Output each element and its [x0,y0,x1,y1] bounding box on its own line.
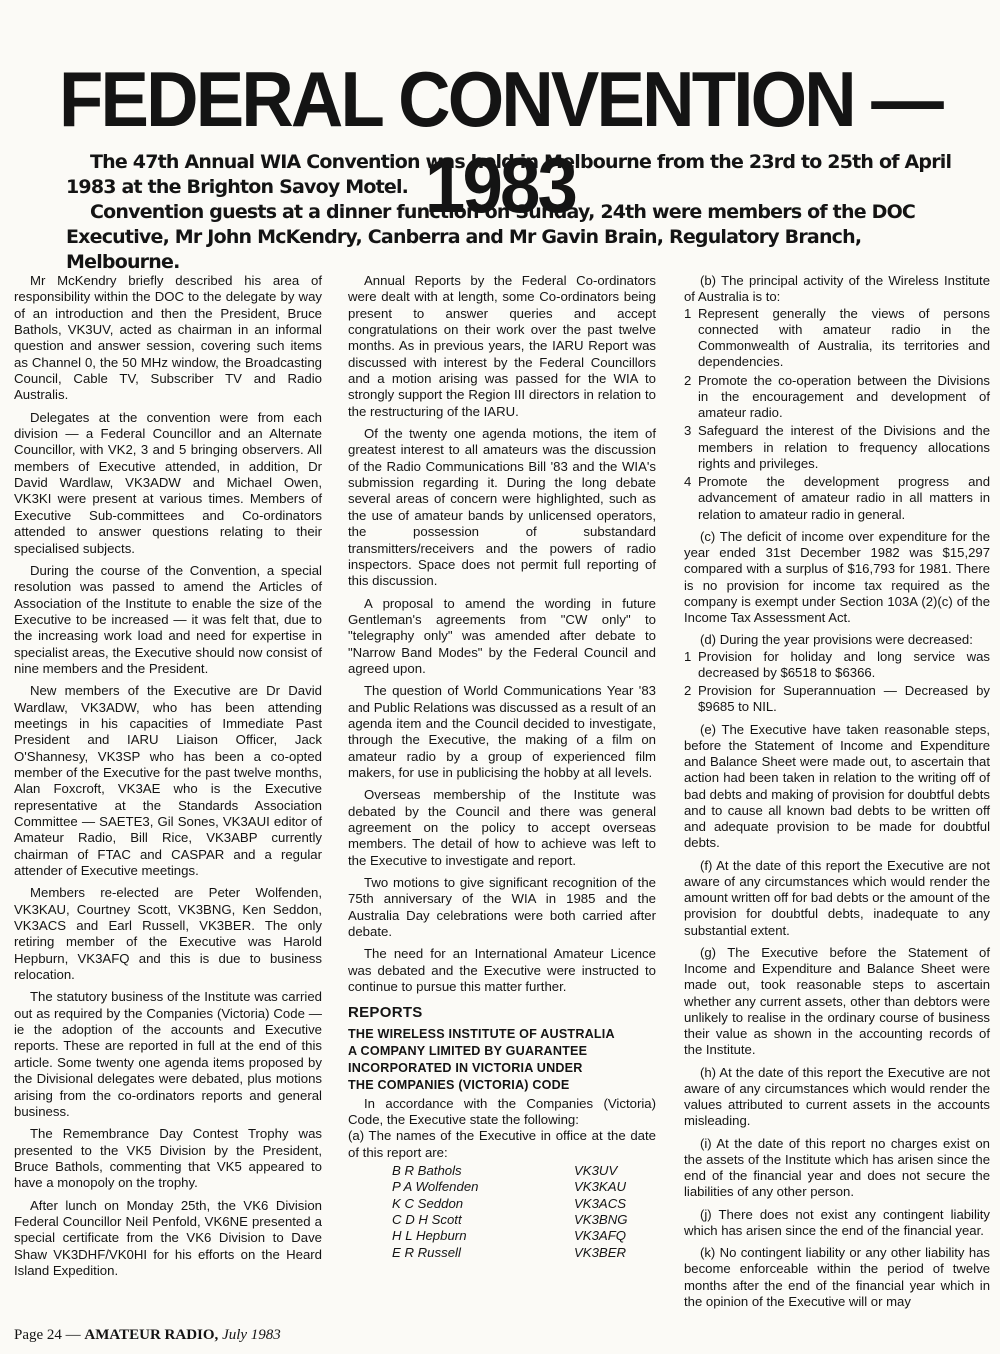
executive-callsign: VK3ACS [574,1195,627,1211]
item-text: Promote the co-operation between the Divisions in the encouragement and development of amateur radio. [698,372,990,420]
executive-name: E R Russell [392,1244,461,1260]
item-number: 2 [684,683,692,698]
report-item-e: (e) The Executive have taken reasonable steps, before the Statement of Income and Expenditure and Balance Sheet were made out, to ascertain that action had been taken in relation to the writing off of bad debts and making of provision for doubtful debts and to cause all known bad debts to be written off and adequate provision to be made for doubtful debts. [684,721,990,851]
column-left [14,273,322,1285]
body-paragraph: Annual Reports by the Federal Co-ordinators were dealt with at length, some Co-ordinators being present to answer queries and accept congratulations on their work over the past twelve months. As in previous years, the IARU Report was discussed with interest by the Federal Councillors and a motion arising was passed for the WIA to strongly support the Region III directors in relation to the restructuring of the IARU. [348,273,656,419]
issue-date: July 1983 [222,1327,281,1343]
executive-callsign: VK3UV [574,1163,618,1179]
executive-name: B R Bathols [392,1163,462,1179]
page-number: Page 24 — [14,1327,81,1343]
body-paragraph: Mr McKendry briefly described his area of responsibility within the DOC to the delegate by way of an introduction and then the President, Bruce Bathols, VK3UV, acted as chairman in an informal question and answer session, covering such items as Channel 0, the 50 MHz window, the Broadcasting Council, Cable TV, Subscriber TV and Radio Australis. [14,273,322,403]
magazine-name: AMATEUR RADIO, [84,1327,219,1343]
executive-row [348,1163,656,1179]
report-item-g: (g) The Executive before the Statement of Income and Expenditure and Balance Sheet were made out, took reasonable steps to ascertain whether any current assets, other than debtors were unlikely to realise in the ordinary course of business their value as shown in the accounting records of the Institute. [684,944,990,1058]
body-paragraph: Delegates at the convention were from each division — a Federal Councillor and an Alternate Councillor, with VK2, 3 and 5 bringing observers. All members of Executive attended, in addition, Dr David Wardlaw, VK3ADW and Michael Owen, VK3KI were present at various times. Members of Executive Sub-committees and Co-ordinators attended to answer questions relating to their specialised subjects. [14,409,322,556]
numbered-item [684,474,990,523]
column-right [684,273,990,1316]
executive-name: C D H Scott [392,1212,462,1228]
body-paragraph: The need for an International Amateur Licence was debated and the Executive were instructed to continue to pursue this matter further. [348,946,656,995]
body-paragraph: Members re-elected are Peter Wolfenden, VK3KAU, Courtney Scott, VK3BNG, Ken Seddon, VK3ACS and Earl Russell, VK3BER. The only retiring member of the Executive was Harold Hepburn, VK3AFQ and this is due to business relocation. [14,885,322,983]
report-item-d: (d) During the year provisions were decreased: [700,632,973,648]
executive-callsign: VK3BER [574,1244,627,1260]
executive-callsign: VK3KAU [574,1179,627,1195]
page-footer [14,1327,281,1344]
body-paragraph: Two motions to give significant recognition of the 75th anniversary of the WIA in 1985 and the Australia Day celebrations were both carried after debate. [348,875,656,940]
reports-company-line: A COMPANY LIMITED BY GUARANTEE [348,1043,588,1058]
report-item-h: (h) At the date of this report the Executive are not aware of any circumstances which would render the values attributed to current assets in the accounts misleading. [684,1064,990,1129]
executive-row [348,1196,656,1212]
intro-block [66,150,976,275]
executive-name: K C Seddon [392,1195,464,1211]
executive-row [348,1212,656,1228]
numbered-item [684,373,990,422]
reports-company-line: THE COMPANIES (VICTORIA) CODE [348,1077,570,1092]
executive-row [348,1179,656,1195]
body-paragraph: In accordance with the Companies (Victoria) Code, the Executive state the following: [348,1095,656,1128]
reports-company-line: INCORPORATED IN VICTORIA UNDER [348,1060,583,1075]
item-number: 4 [684,474,692,489]
item-number: 1 [684,305,692,321]
numbered-item [684,423,990,472]
activity-list [684,306,990,523]
report-item-k: (k) No contingent liability or any other liability has become enforceable within the period of twelve months after the end of the financial year which in the opinion of the Executive will or may [684,1245,990,1309]
executive-callsign: VK3BNG [574,1212,628,1228]
body-paragraph: New members of the Executive are Dr David Wardlaw, VK3ADW, who has been attending meetings in his capacities of Immediate Past President and IARU Liaison Officer, Jack O'Shannesy, VK3SP who has been a co-opted member of the Executive for the past twelve months, Alan Foxcroft, VK3AE who is the Executive representative at the Standards Association Committee — SAETE3, Gil Sones, VK3AUI editor of Amateur Radio, Bill Rice, VK3ABP currently chairman of FTAC and CASPAR and a regular attender of Executive meetings. [14,683,322,879]
report-item-f: (f) At the date of this report the Executive are not aware of any circumstances which would render the amount written off for bad debts or the amount of the provision for doubtful debts, inadequate to any substantial extent. [684,857,990,938]
report-item-c: (c) The deficit of income over expenditure for the year ended 31st December 1982 was $15,297 compared with a surplus of $16,793 for 1981. There is no provision for income tax required as the company is exempt under Section 103A (2)(c) of the Income Tax Assessment Act. [684,528,990,625]
executive-callsign: VK3AFQ [574,1228,627,1244]
report-item-b: (b) The principal activity of the Wireless Institute of Australia is to: [684,273,990,305]
body-paragraph: A proposal to amend the wording in future Gentleman's agreements from "CW only" to "telegraphy only" was amended after debate to "Narrow Band Modes" by the Federal Council and agreed upon. [348,595,656,676]
executive-row [348,1228,656,1244]
item-number: 3 [684,423,692,439]
executive-name: P A Wolfenden [392,1179,479,1195]
body-paragraph: The Remembrance Day Contest Trophy was presented to the VK5 Division by the President, Bruce Bathols, commenting that VK5 appeared to have a monopoly on the trophy. [14,1126,322,1191]
item-text: Safeguard the interest of the Divisions and the members in relation to frequency allocations rights and privileges. [698,423,990,471]
body-paragraph: (a) The names of the Executive in office at the date of this report are: [348,1128,656,1160]
reports-heading: REPORTS [348,1004,423,1022]
reports-company-line: THE WIRELESS INSTITUTE OF AUSTRALIA [348,1026,615,1041]
executive-table [348,1163,656,1261]
item-number: 2 [684,372,692,388]
item-text: Provision for Superannuation — Decreased by $9685 to NIL. [698,683,990,715]
provisions-list [684,649,990,716]
article-headline: FEDERAL CONVENTION — 1983 [59,55,941,229]
report-item-j: (j) There does not exist any contingent liability which has arisen since the end of the financial year. [684,1206,990,1238]
item-text: Represent generally the views of persons connected with amateur radio in the Commonwealth of Australia, its territories and dependencies. [698,305,990,370]
executive-name: H L Hepburn [392,1228,467,1244]
intro-paragraph: The 47th Annual WIA Convention was held in Melbourne from the 23rd to 25th of April 1983 at the Brighton Savoy Motel. [66,151,952,198]
body-paragraph: After lunch on Monday 25th, the VK6 Division Federal Councillor Neil Penfold, VK6NE presented a special certificate from the VK6 Division to Dave Shaw VK3DHF/VK0HI for his efforts on the Heard Island Expedition. [14,1197,322,1278]
numbered-item [684,649,990,682]
intro-paragraph: Convention guests at a dinner function on Sunday, 24th were members of the DOC Executive, Mr John McKendry, Canberra and Mr Gavin Brain, Regulatory Branch, Melbourne. [66,201,916,273]
numbered-item [684,306,990,371]
executive-row [348,1245,656,1261]
report-item-i: (i) At the date of this report no charges exist on the assets of the Institute which has arisen since the end of the financial year and does not secure the liabilities of any other person. [684,1135,990,1200]
item-number: 1 [684,648,692,664]
body-paragraph: Of the twenty one agenda motions, the item of greatest interest to all amateurs was the discussion of the Radio Communications Bill '83 and the WIA's submission regarding it. During the long debate several areas of concern were highlighted, such as the use of amateur bands by unlicensed operators, the possession of substandard transmitters/receivers and the powers of radio inspectors. Space does not permit full reporting of this discussion. [348,426,656,589]
item-text: Provision for holiday and long service was decreased by $6518 to $6366. [698,648,990,680]
body-paragraph: The question of World Communications Year '83 and Public Relations was discussed as a result of an agenda item and the Council decided to investigate, through the Executive, the making of a film on amateur radio by a group of experienced film makers, for use in publicising the hobby at all levels. [348,683,656,780]
body-paragraph: Overseas membership of the Institute was debated by the Council and there was general agreement on the policy to accept overseas members. The detail of how to achieve was left to the Executive to investigate and report. [348,787,656,868]
body-paragraph: During the course of the Convention, a special resolution was passed to amend the Articles of Association of the Institute to enable the size of the Executive to be increased — it was felt that, due to the increasing work load and need for expertise in specialist areas, the Executive should now consist of nine members and the President. [14,562,322,676]
numbered-item [684,683,990,716]
item-text: Promote the development progress and advancement of amateur radio in all matters in relation to amateur radio in general. [698,474,990,522]
column-middle [348,273,656,1261]
body-paragraph: The statutory business of the Institute was carried out as required by the Companies (Victoria) Code — ie the adoption of the accounts and Executive reports. These are reported in full at the end of this article. Some twenty one agenda items proposed by the Divisional delegates were debated, plus motions arising from the co-ordinators reports and general business. [14,989,322,1119]
